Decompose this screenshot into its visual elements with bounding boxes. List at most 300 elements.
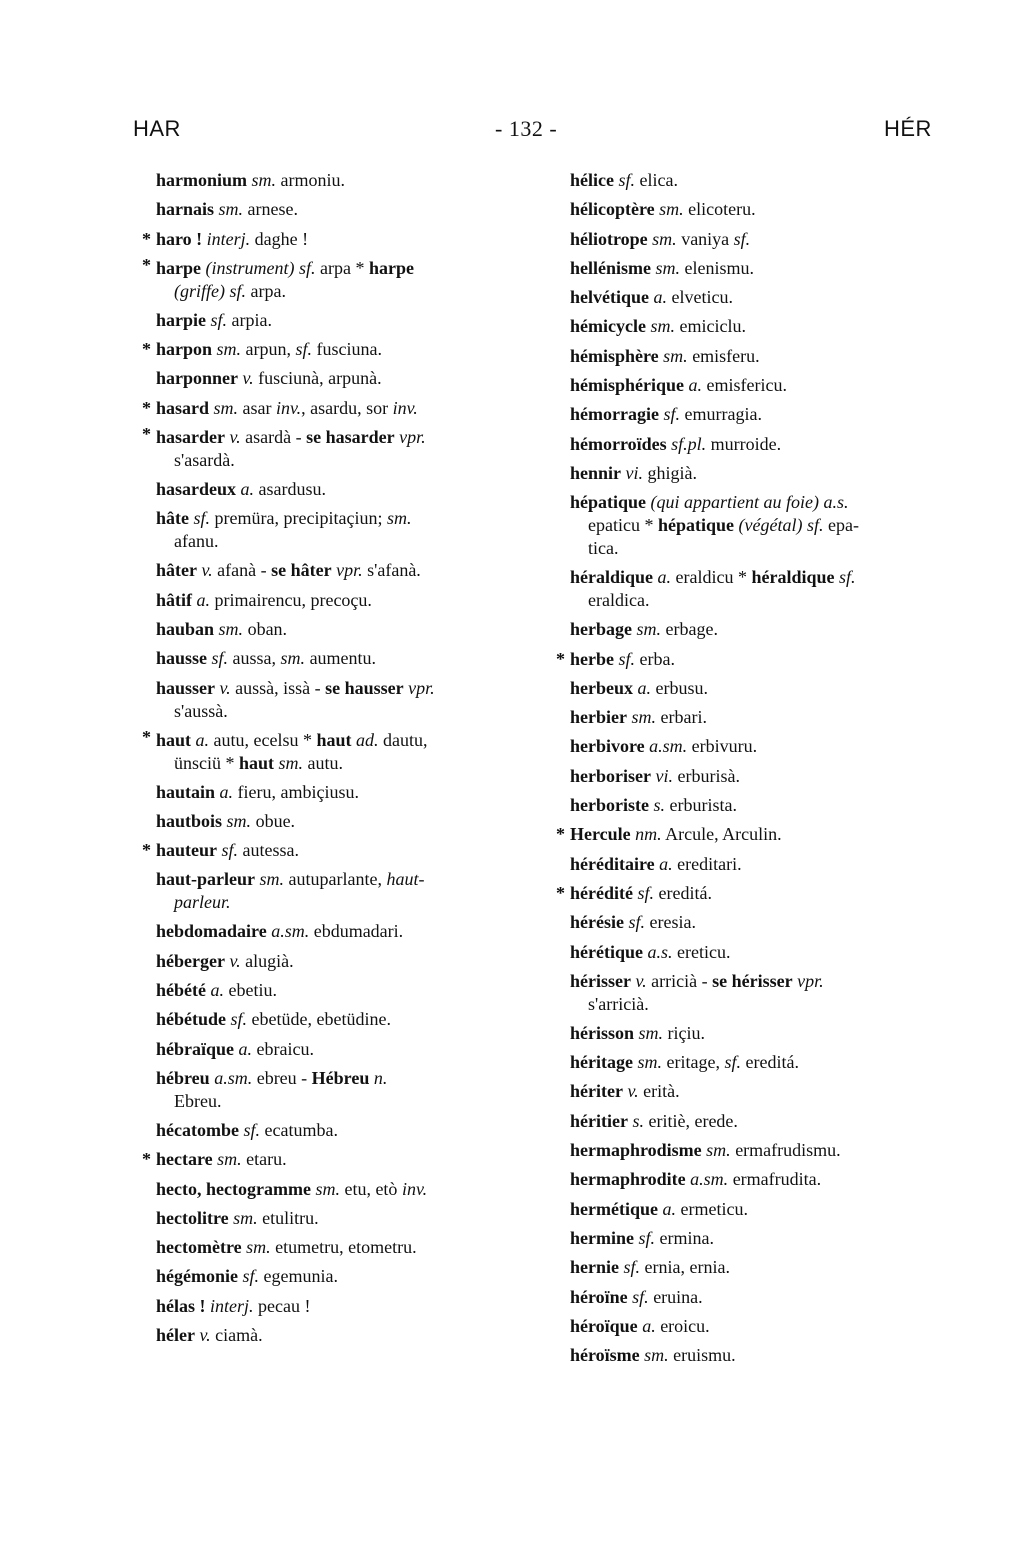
dictionary-entry xyxy=(556,430,956,459)
dictionary-entry xyxy=(556,1136,956,1165)
dictionary-entry xyxy=(142,394,542,423)
translation-text: arpia. xyxy=(227,309,273,330)
grammar-label: sm. xyxy=(213,397,239,418)
grammar-label: sm. xyxy=(218,618,244,639)
dictionary-entry xyxy=(556,254,956,283)
headword: hémisphère xyxy=(570,345,659,366)
headword: se hâter xyxy=(271,560,332,581)
translation-text: s'aussà. xyxy=(174,700,228,721)
asterisk-marker: * xyxy=(142,840,151,861)
headword: se hausser xyxy=(325,677,404,698)
headword: harponner xyxy=(156,368,239,389)
dictionary-entry xyxy=(556,908,956,937)
grammar-label: v. xyxy=(219,677,231,698)
headword: hébétude xyxy=(156,1009,227,1030)
entry-line xyxy=(156,364,542,393)
translation-text: elicoteru. xyxy=(683,199,756,220)
translation-text: autessa. xyxy=(238,840,300,861)
headword: héberger xyxy=(156,950,225,971)
translation-text: fusciunà, arpunà. xyxy=(253,368,382,389)
headword: se hasarder xyxy=(306,427,395,448)
entry-line xyxy=(156,1321,542,1350)
dictionary-entry xyxy=(142,836,542,865)
dictionary-entry xyxy=(142,504,542,556)
headword: hélicoptère xyxy=(570,199,655,220)
headword: hermétique xyxy=(570,1198,658,1219)
translation-text: murroide. xyxy=(706,433,782,454)
entry-line xyxy=(570,1136,956,1165)
dictionary-entry xyxy=(142,166,542,195)
grammar-label: s. xyxy=(653,795,665,816)
asterisk-marker: * xyxy=(142,228,151,249)
grammar-label: sf. xyxy=(211,648,229,669)
entry-line xyxy=(570,645,956,674)
translation-text: arricià - xyxy=(646,970,713,991)
grammar-label: sf. xyxy=(623,1257,641,1278)
asterisk-marker: * xyxy=(142,339,151,360)
entry-line xyxy=(156,1116,542,1145)
entry-line xyxy=(156,225,542,254)
headword: hépatique xyxy=(657,515,735,536)
entry-line xyxy=(570,1224,956,1253)
headword: hausser xyxy=(156,677,216,698)
dictionary-entry xyxy=(142,475,542,504)
dictionary-entry xyxy=(142,917,542,946)
dictionary-entry xyxy=(556,645,956,674)
dictionary-entry xyxy=(556,879,956,908)
translation-text: asardà - xyxy=(240,427,307,448)
translation-text: emisfericu. xyxy=(702,375,787,396)
dictionary-entry xyxy=(142,1064,542,1116)
grammar-label: sm. xyxy=(659,199,684,220)
grammar-label: a. xyxy=(688,375,703,396)
grammar-label: (griffe) xyxy=(174,280,225,301)
translation-text: Ebreu. xyxy=(174,1090,222,1111)
dictionary-entry xyxy=(556,225,956,254)
grammar-label: sm. xyxy=(226,810,252,831)
translation-text: elveticu. xyxy=(667,287,733,308)
dictionary-entry xyxy=(556,967,956,1019)
entry-line xyxy=(156,166,542,195)
translation-text: daghe ! xyxy=(250,228,309,249)
entry-line xyxy=(156,1005,542,1034)
grammar-label: v. xyxy=(201,560,213,581)
dictionary-entry xyxy=(142,615,542,644)
dictionary-entry xyxy=(142,947,542,976)
dictionary-entry xyxy=(556,1283,956,1312)
headword: hermaphrodite xyxy=(570,1169,686,1190)
entry-line xyxy=(156,426,542,449)
grammar-label: sm. xyxy=(637,1052,662,1073)
dictionary-entry xyxy=(142,1175,542,1204)
headword: hennir xyxy=(570,462,622,483)
translation-text: ebetiu. xyxy=(223,980,277,1001)
headword: helvétique xyxy=(570,287,649,308)
grammar-label: a. xyxy=(196,589,210,610)
translation-text: asar xyxy=(238,397,277,418)
headword: haut xyxy=(156,729,192,750)
translation-text: erbivuru. xyxy=(687,736,758,757)
page-number: - 132 - xyxy=(495,116,558,141)
translation-text: ernia, ernia. xyxy=(640,1257,730,1278)
grammar-label: a.s. xyxy=(647,941,673,962)
entry-line xyxy=(570,1341,956,1370)
dictionary-entry xyxy=(142,1292,542,1321)
grammar-label: sm. xyxy=(706,1140,731,1161)
dictionary-entry xyxy=(556,283,956,312)
translation-text: alugià. xyxy=(240,950,294,971)
headword: herbivore xyxy=(570,736,645,757)
headword: hégémonie xyxy=(156,1266,238,1287)
entry-line xyxy=(570,283,956,312)
headword: haut-parleur xyxy=(156,869,255,890)
translation-text: s'asardà. xyxy=(174,450,235,471)
grammar-label: ad. xyxy=(356,729,379,750)
entry-line xyxy=(156,778,542,807)
headword: hasard xyxy=(156,397,210,418)
entry-line xyxy=(570,430,956,459)
translation-text: pecau ! xyxy=(253,1295,311,1316)
translation-text: primairencu, precoçu. xyxy=(210,589,372,610)
grammar-label: vpr. xyxy=(797,970,824,991)
translation-text: ermafrudita. xyxy=(728,1169,822,1190)
dictionary-entry xyxy=(142,335,542,364)
entry-line xyxy=(570,850,956,879)
dictionary-entry xyxy=(142,1321,542,1350)
headword: héliotrope xyxy=(570,228,648,249)
dictionary-entry xyxy=(556,459,956,488)
headword: hâtif xyxy=(156,589,192,610)
grammar-label: sm. xyxy=(251,170,277,190)
translation-text: ebetüde, ebetüdine. xyxy=(247,1009,391,1030)
grammar-label: v. xyxy=(229,427,241,448)
grammar-label: sf. xyxy=(230,1009,248,1030)
entry-line xyxy=(570,1048,956,1077)
dictionary-entry xyxy=(142,1204,542,1233)
grammar-label: v. xyxy=(242,368,254,389)
headword: hécatombe xyxy=(156,1119,239,1140)
translation-text: autu, ecelsu * xyxy=(209,729,317,750)
grammar-label: sf. xyxy=(637,882,654,903)
translation-text: asardusu. xyxy=(254,479,326,500)
dictionary-entry xyxy=(142,586,542,615)
headword: hériter xyxy=(570,1081,623,1102)
headword: haut xyxy=(239,752,275,773)
translation-text: aussà, issà - xyxy=(230,677,326,698)
grammar-label: sm. xyxy=(663,345,688,366)
grammar-label: a. xyxy=(240,479,255,500)
grammar-label: sf. xyxy=(839,567,856,588)
grammar-label: sf. xyxy=(806,515,824,536)
headword: héraldique xyxy=(570,567,654,588)
translation-text: riçiu. xyxy=(663,1022,706,1043)
dictionary-entry xyxy=(556,674,956,703)
translation-text: arpa * xyxy=(315,257,369,278)
translation-text: erità. xyxy=(638,1081,680,1102)
headword: herboriser xyxy=(570,765,651,786)
headword: hausse xyxy=(156,648,208,669)
headword: hasarder xyxy=(156,427,225,448)
translation-text: autu. xyxy=(303,752,344,773)
grammar-label: a. xyxy=(642,1315,656,1336)
entry-line xyxy=(570,938,956,967)
grammar-label: sm. xyxy=(218,199,244,220)
grammar-label: a.sm. xyxy=(649,736,688,757)
headword: hermaphrodisme xyxy=(570,1140,702,1161)
dictionary-entry xyxy=(556,1195,956,1224)
translation-text: ermina. xyxy=(655,1227,714,1248)
grammar-label: sm. xyxy=(652,228,677,249)
entry-continuation xyxy=(156,280,542,303)
translation-text: erbari. xyxy=(656,707,707,728)
dictionary-entry xyxy=(142,778,542,807)
grammar-label: sf. xyxy=(299,257,316,278)
grammar-label: a. xyxy=(659,853,673,874)
headword: harpe xyxy=(156,257,201,278)
headword: hérisser xyxy=(570,970,631,991)
translation-text: erba. xyxy=(635,648,675,669)
headword: hélas ! xyxy=(156,1295,206,1316)
translation-text: erburisà. xyxy=(672,765,740,786)
translation-text: emurragia. xyxy=(679,404,762,425)
dictionary-entry xyxy=(142,1145,542,1174)
grammar-label: (instrument) xyxy=(205,257,295,278)
headword: héraldique xyxy=(751,567,835,588)
dictionary-entry xyxy=(142,865,542,917)
entry-line xyxy=(570,791,956,820)
entry-line xyxy=(570,970,956,993)
asterisk-marker: * xyxy=(556,824,565,845)
entry-line xyxy=(570,1107,956,1136)
grammar-label: sm. xyxy=(631,707,656,728)
asterisk-marker: * xyxy=(142,726,151,747)
translation-text: epaticu * xyxy=(588,515,658,536)
headword: hérésie xyxy=(570,912,624,933)
translation-text: erbusu. xyxy=(651,677,708,698)
dictionary-entry xyxy=(142,976,542,1005)
entry-line xyxy=(570,225,956,254)
dictionary-entry xyxy=(556,1107,956,1136)
dictionary-entry xyxy=(142,556,542,585)
grammar-label: sm. xyxy=(259,869,285,890)
dictionary-entry xyxy=(556,850,956,879)
entry-line xyxy=(570,1019,956,1048)
headword: se hérisser xyxy=(712,970,793,991)
grammar-label: sf. xyxy=(618,648,636,669)
translation-text: eritage, xyxy=(662,1052,725,1073)
asterisk-marker: * xyxy=(142,254,151,275)
translation-text: ebreu - xyxy=(252,1067,312,1088)
dictionary-entry xyxy=(556,342,956,371)
asterisk-marker: * xyxy=(556,882,565,903)
grammar-label: interj. xyxy=(206,228,251,249)
entry-line xyxy=(570,342,956,371)
entry-line xyxy=(156,1204,542,1233)
entry-line xyxy=(156,257,542,280)
headword: Hébreu xyxy=(311,1067,370,1088)
headword: harpon xyxy=(156,339,213,360)
entry-line xyxy=(570,1253,956,1282)
grammar-label: (végétal) xyxy=(738,515,803,536)
headword: hauban xyxy=(156,618,215,639)
grammar-label: vpr. xyxy=(399,427,426,448)
headword: héréditaire xyxy=(570,853,655,874)
grammar-label: a. xyxy=(653,287,667,308)
entry-line xyxy=(156,1035,542,1064)
grammar-label: sm. xyxy=(278,752,304,773)
entry-line xyxy=(156,836,542,865)
entry-line xyxy=(156,644,542,673)
dictionary-entry xyxy=(142,1116,542,1145)
translation-text: eruina. xyxy=(648,1286,703,1307)
entry-line xyxy=(570,254,956,283)
headword: hautain xyxy=(156,781,216,802)
grammar-label: sm. xyxy=(386,508,412,529)
grammar-label: sm. xyxy=(217,1149,242,1170)
grammar-label: vi. xyxy=(655,765,673,786)
dictionary-entry xyxy=(556,400,956,429)
entry-line xyxy=(156,1175,542,1204)
dictionary-entry xyxy=(556,312,956,341)
entry-line xyxy=(570,459,956,488)
translation-text: eruismu. xyxy=(668,1345,736,1366)
dictionary-entry xyxy=(142,1233,542,1262)
translation-text: eraldica. xyxy=(588,590,650,611)
dictionary-entry xyxy=(556,371,956,400)
headword: harmonium xyxy=(156,170,248,190)
headword: hérisson xyxy=(570,1022,635,1043)
grammar-label: (qui appartient au foie) xyxy=(650,492,820,513)
asterisk-marker: * xyxy=(142,1149,151,1170)
translation-text: dautu, xyxy=(378,729,428,750)
running-header-left: HAR xyxy=(133,116,181,141)
entry-line xyxy=(156,1262,542,1291)
headword: hectomètre xyxy=(156,1237,242,1258)
entry-line xyxy=(156,868,542,891)
entry-line xyxy=(570,195,956,224)
translation-text: aussa, xyxy=(228,648,281,669)
dictionary-entry xyxy=(556,791,956,820)
entry-line xyxy=(570,491,956,514)
grammar-label: sm. xyxy=(655,257,681,278)
translation-text: s'arricià. xyxy=(588,993,649,1014)
headword: hecto, hectogramme xyxy=(156,1178,311,1199)
translation-text: elica. xyxy=(635,170,678,190)
headword: hémorragie xyxy=(570,404,659,425)
entry-continuation xyxy=(156,449,542,472)
entry-line xyxy=(156,306,542,335)
entry-line xyxy=(570,732,956,761)
headword: hebdomadaire xyxy=(156,921,267,942)
translation-text: etumetru, etometru. xyxy=(270,1237,417,1258)
translation-text: ünsciü * xyxy=(174,752,239,773)
translation-text: etaru. xyxy=(241,1149,287,1170)
translation-text: ciamà. xyxy=(210,1325,263,1346)
entry-line xyxy=(156,1233,542,1262)
grammar-label: sf. xyxy=(242,1266,259,1287)
headword: hernie xyxy=(570,1257,619,1278)
entry-line xyxy=(570,1165,956,1194)
entry-line xyxy=(156,556,542,585)
headword: hérétique xyxy=(570,941,643,962)
translation-text: autuparlante, xyxy=(284,869,387,890)
translation-text: vaniya xyxy=(676,228,734,249)
grammar-label: a. xyxy=(662,1198,676,1219)
entry-line xyxy=(570,615,956,644)
entry-line xyxy=(156,976,542,1005)
headword: herbeux xyxy=(570,677,633,698)
entry-continuation xyxy=(156,700,542,723)
entry-line xyxy=(570,312,956,341)
grammar-label: sm. xyxy=(216,339,242,360)
translation-text: eresia. xyxy=(645,912,696,933)
headword: herboriste xyxy=(570,795,649,816)
dictionary-entry xyxy=(142,306,542,335)
dictionary-entry xyxy=(142,644,542,673)
grammar-label: v. xyxy=(635,970,647,991)
translation-text: emisferu. xyxy=(687,345,760,366)
entry-continuation xyxy=(156,530,542,553)
grammar-label: inv. xyxy=(276,397,302,418)
grammar-label: sf. xyxy=(724,1052,741,1073)
translation-text: arnese. xyxy=(243,199,299,220)
headword: harnais xyxy=(156,199,215,220)
right-column xyxy=(556,166,956,1370)
dictionary-entry xyxy=(142,1035,542,1064)
translation-text: tica. xyxy=(588,538,619,559)
headword: héroïne xyxy=(570,1286,628,1307)
asterisk-marker: * xyxy=(556,648,565,669)
translation-text: ereditá. xyxy=(740,1052,799,1073)
grammar-label: sf.pl. xyxy=(671,433,707,454)
headword: hellénisme xyxy=(570,257,651,278)
translation-text: Arcule, Arculin. xyxy=(661,824,782,845)
grammar-label: parleur. xyxy=(174,892,231,913)
translation-text: fusciuna. xyxy=(312,339,383,360)
headword: hébreu xyxy=(156,1067,210,1088)
translation-text: arpa. xyxy=(246,280,286,301)
grammar-label: v. xyxy=(199,1325,211,1346)
grammar-label: sf. xyxy=(243,1119,260,1140)
dictionary-entry xyxy=(142,807,542,836)
headword: héler xyxy=(156,1325,195,1346)
dictionary-entry xyxy=(142,1262,542,1291)
dictionary-entry xyxy=(556,563,956,615)
entry-line xyxy=(156,394,542,423)
asterisk-marker: * xyxy=(142,424,151,445)
entry-continuation xyxy=(570,537,956,560)
translation-text: premüra, precipitaçiun; xyxy=(210,508,387,529)
entry-line xyxy=(156,335,542,364)
entry-line xyxy=(156,807,542,836)
grammar-label: sm. xyxy=(644,1345,669,1366)
dictionary-entry xyxy=(556,1048,956,1077)
grammar-label: sf. xyxy=(632,1286,649,1307)
headword: herbe xyxy=(570,648,614,669)
headword: haut xyxy=(316,729,352,750)
translation-text: ebdumadari. xyxy=(309,921,404,942)
dictionary-entry xyxy=(142,423,542,475)
grammar-label: a.s. xyxy=(823,492,849,513)
translation-text: ereticu. xyxy=(672,941,731,962)
grammar-label: vi. xyxy=(625,462,644,483)
dictionary-entry xyxy=(142,674,542,726)
translation-text: fieru, ambiçiusu. xyxy=(233,781,359,802)
entry-line xyxy=(156,195,542,224)
grammar-label: inv. xyxy=(401,1178,428,1199)
dictionary-entry xyxy=(142,195,542,224)
dictionary-entry xyxy=(556,703,956,732)
